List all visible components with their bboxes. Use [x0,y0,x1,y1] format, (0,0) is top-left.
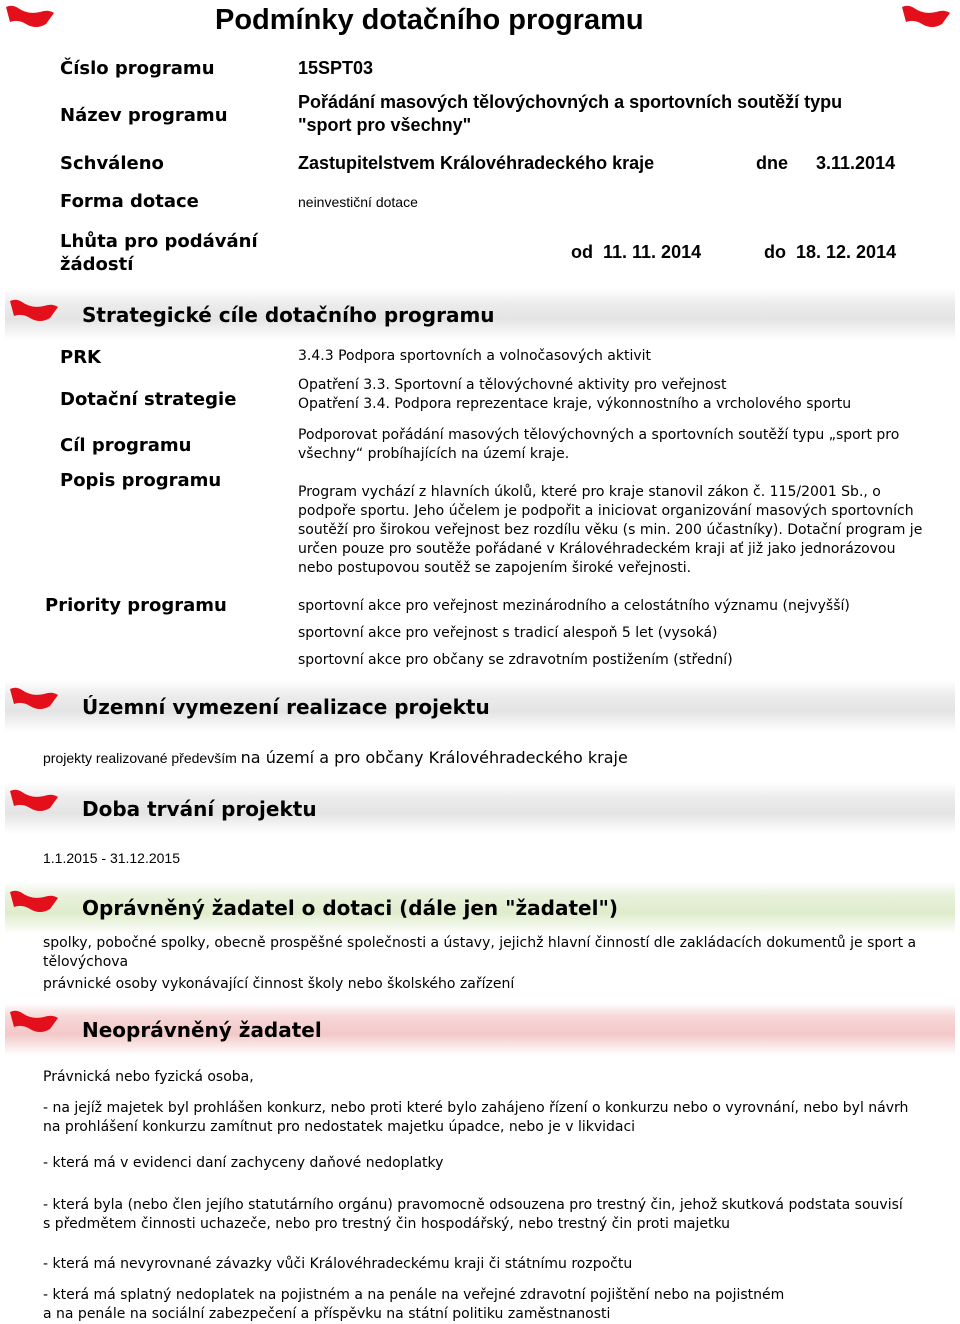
red-flag-logo-icon [8,296,60,326]
popis-line: Program vychází z hlavních úkolů, které pro kraje stanovil zákon č. 115/2001 Sb., o [298,484,881,500]
duration-value: 1.1.2015 - 31.12.2015 [43,850,181,866]
nazev-value-1: Pořádání masových tělovýchovných a sportovních soutěží typu [298,92,843,112]
prk-label: PRK [60,347,102,368]
red-flag-logo-icon [8,887,60,917]
ineligible-item-line: - která byla (nebo člen jejího statutárního orgánu) pravomocně odsouzena pro trestný čin, jehož skutková podstata souvisí [43,1197,903,1213]
priority-item: sportovní akce pro veřejnost mezinárodního a celostátního významu (nejvyšší) [298,598,850,614]
ineligible-intro: Právnická nebo fyzická osoba, [43,1069,254,1085]
territorial-heading: Územní vymezení realizace projektu [82,695,490,719]
cislo-value: 15SPT03 [298,58,374,78]
nazev-label: Název programu [60,105,228,126]
cil-value-1: Podporovat pořádání masových tělovýchovných a sportovních soutěží typu „sport pro [298,427,900,443]
red-flag-logo-icon [8,684,60,714]
nazev-value-2: "sport pro všechny" [298,115,472,135]
popis-line: podpoře sportu. Jeho účelem je podpořit a iniciovat organizování masových sportovních [298,503,914,519]
od-value: 11. 11. 2014 [603,242,702,262]
prk-value: 3.4.3 Podpora sportovních a volnočasových aktivit [298,348,651,364]
lhuta-label-1: Lhůta pro podávání [60,231,258,252]
ineligible-item-line: - na jejíž majetek byl prohlášen konkurz, nebo proti které bylo zahájeno řízení o konkurzu nebo o vyrovnání, nebo byl návrh [43,1100,909,1116]
eligible-line: spolky, pobočné spolky, obecně prospěšné společnosti a ústavy, jejichž hlavní činností dle zakládacích dokumentů je sport a [43,935,917,951]
priority-label: Priority programu [45,595,227,616]
popis-line: určen pouze pro soutěže pořádané v Královéhradeckém kraji ať již jako jednorázovou [298,541,896,557]
ineligible-item-line: s předmětem činnosti uchazeče, nebo pro trestný čin hospodářský, nebo trestný čin proti majetku [43,1216,731,1232]
cislo-label: Číslo programu [60,58,215,79]
ineligible-heading: Neoprávněný žadatel [82,1018,322,1042]
dotacni-label: Dotační strategie [60,389,237,410]
red-flag-logo-icon [4,2,56,32]
eligible-line: tělovýchova [43,954,129,970]
priority-item: sportovní akce pro občany se zdravotním postižením (střední) [298,652,733,668]
cil-value-2: všechny“ probíhajících na území kraje. [298,446,570,462]
ineligible-item-line: - která má splatný nedoplatek na pojistném a na penále na veřejné zdravotní pojištění nebo na pojistném [43,1287,785,1303]
eligible-line: právnické osoby vykonávající činnost školy nebo školského zařízení [43,976,515,992]
forma-label: Forma dotace [60,191,199,212]
dotacni-value-1: Opatření 3.3. Sportovní a tělovýchovné aktivity pro veřejnost [298,377,727,393]
forma-value: neinvestiční dotace [298,194,418,210]
popis-line: nebo postupovou soutěž se zapojením široké veřejnosti. [298,560,692,576]
priority-item: sportovní akce pro veřejnost s tradicí alespoň 5 let (vysoká) [298,625,718,641]
popis-line: soutěží pro širokou veřejnost bez rozdílu věku (s min. 200 účastníky). Dotační program je [298,522,923,538]
cil-label: Cíl programu [60,435,192,456]
territorial-text-b: na území a pro občany Královéhradeckého kraje [240,748,628,767]
territorial-text-a: projekty realizované především [43,750,241,766]
ineligible-item-line: na prohlášení konkurzu zamítnut pro nedostatek majetku úpadce, nebo je v likvidaci [43,1119,636,1135]
duration-heading: Doba trvání projektu [82,797,317,821]
ineligible-item-line: - která má nevyrovnané závazky vůči Královéhradeckému kraji či státnímu rozpočtu [43,1256,633,1272]
page-title: Podmínky dotačního programu [215,4,644,36]
strategic-heading: Strategické cíle dotačního programu [82,303,495,327]
popis-label: Popis programu [60,470,222,491]
dotacni-value-2: Opatření 3.4. Podpora reprezentace kraje, výkonnostního a vrcholového sportu [298,396,852,412]
territorial-text [43,748,628,767]
eligible-heading: Oprávněný žadatel o dotaci (dále jen "žadatel") [82,896,619,920]
schvaleno-label: Schváleno [60,153,164,174]
red-flag-logo-icon [8,786,60,816]
ineligible-item-line: a na penále na sociální zabezpečení a příspěvku na státní politiku zaměstnanosti [43,1306,611,1322]
schvaleno-value: Zastupitelstvem Královéhradeckého kraje [298,153,655,173]
lhuta-label-2: žádostí [60,254,134,275]
red-flag-logo-icon [8,1007,60,1037]
do-label: do [764,242,786,262]
ineligible-item-line: - která má v evidenci daní zachyceny daňové nedoplatky [43,1155,444,1171]
do-value: 18. 12. 2014 [796,242,897,262]
od-label: od [571,242,593,262]
dne-value: 3.11.2014 [816,153,896,173]
dne-label: dne [756,153,789,173]
red-flag-logo-icon [900,2,952,32]
